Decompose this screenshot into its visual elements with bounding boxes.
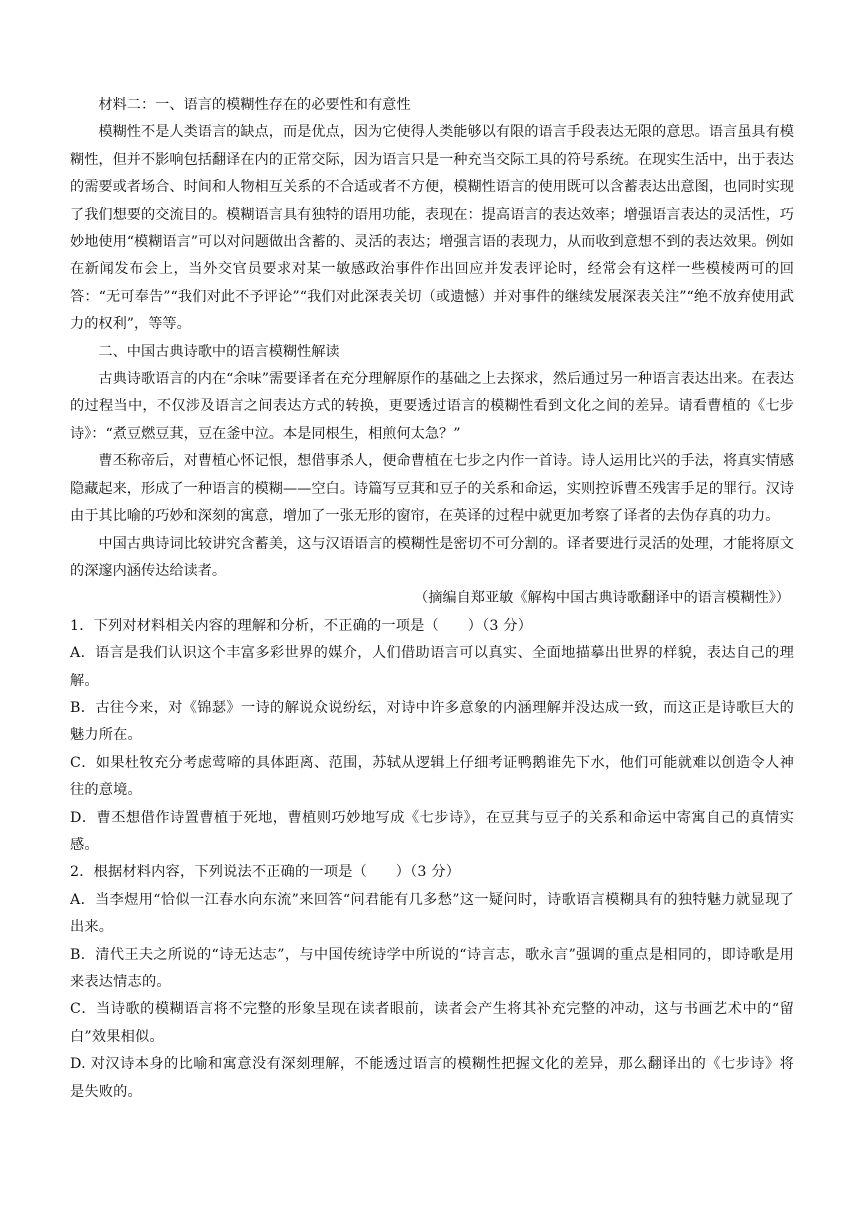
option-c: C．当诗歌的模糊语言将不完整的形象呈现在读者眼前，读者会产生将其补充完整的冲动，这与书画艺术中的“留白”效果相似。 <box>70 1001 794 1045</box>
option-a: A．当李煜用“恰似一江春水向东流”来回答“问君能有几多愁”这一疑问时，诗歌语言模糊具有的独特魅力就显现了出来。 <box>70 891 794 936</box>
option-b: B．清代王夫之所说的“诗无达志”，与中国传统诗学中所说的“诗言志，歌永言”强调的重点是相同的，即诗歌是用来表达情志的。 <box>70 946 794 990</box>
option-d: D. 对汉诗本身的比喻和寓意没有深刻理解，不能透过语言的模糊性把握文化的差异，那么翻译出的《七步诗》将是失败的。 <box>70 1056 794 1100</box>
material-2-heading: 材料二：一、语言的模糊性存在的必要性和有意性 <box>98 97 411 113</box>
option-d: D．曹丕想借作诗置曹植于死地，曹植则巧妙地写成《七步诗》，在豆萁与豆子的关系和命运中寄寓自己的真情实感。 <box>70 809 794 853</box>
material-2-section <box>70 92 794 613</box>
option-b: B．古往今来，对《锦瑟》一诗的解说众说纷纭，对诗中许多意象的内涵理解并没达成一致，而这正是诗歌巨大的魅力所在。 <box>70 699 794 744</box>
question-stem: 2．根据材料内容，下列说法不正确的一项是（ ）（3 分） <box>70 864 461 881</box>
question-2 <box>70 859 794 1106</box>
section-2-heading: 二、中国古典诗歌中的语言模糊性解读 <box>98 343 340 360</box>
document-page <box>70 92 794 1106</box>
material-2-paragraph: 模糊性不是人类语言的缺点，而是优点，因为它使得人类能够以有限的语言手段表达无限的意思。语言虽具有模糊性，但并不影响包括翻译在内的正常交际，因为语言只是一种充当交际工具的符号系统。在现实生活中，出于表达的需要或者场合、时间和人物相互关系的不合适或者不方便，模糊性语言的使用既可以含蓄表达出意图，也同时实现了我们想要的交流目的。模糊语言具有独特的语用功能，表现在：提高语言的表达效率；增强语言表达的灵活性，巧妙地使用“模糊语言”可以对问题做出含蓄的、灵活的表达；增强言语的表现力，从而收到意想不到的表达效果。例如在新闻发布会上，当外交官员要求对某一敏感政治事件作出回应并发表评论时，经常会有这样一些模棱两可的回答：“无可奉告”“我们对此不予评论”“我们对此深表关切（或遗憾）并对事件的继续发展深表关注”“绝不放弃使用武力的权利”，等等。 <box>70 124 794 333</box>
material-2-paragraph: 中国古典诗词比较讲究含蓄美，这与汉语语言的模糊性是密切不可分割的。译者要进行灵活的处理，才能将原文的深邃内涵传达给读者。 <box>70 535 794 579</box>
question-stem: 1．下列对材料相关内容的理解和分析，不正确的一项是（ ）（3 分） <box>70 617 533 634</box>
question-1 <box>70 613 794 860</box>
option-a: A．语言是我们认识这个丰富多彩世界的媒介，人们借助语言可以真实、全面地描摹出世界的样貌，表达自己的理解。 <box>70 645 794 689</box>
source-citation: （摘编自郑亚敏《解构中国古典诗歌翻译中的语言模糊性》） <box>414 590 790 607</box>
material-2-paragraph: 古典诗歌语言的内在“余味”需要译者在充分理解原作的基础之上去探求，然后通过另一种语言表达出来。在表达的过程当中，不仅涉及语言之间表达方式的转换，更要透过语言的模糊性看到文化之间的差异。请看曹植的《七步诗》：“煮豆燃豆萁，豆在釜中泣。本是同根生，相煎何太急？” <box>70 371 794 442</box>
option-c: C．如果杜牧充分考虑莺啼的具体距离、范围，苏轼从逻辑上仔细考证鸭鹅谁先下水，他们可能就难以创造令人神往的意境。 <box>70 754 794 799</box>
material-2-paragraph: 曹丕称帝后，对曹植心怀记恨，想借事杀人，便命曹植在七步之内作一首诗。诗人运用比兴的手法，将真实情感隐藏起来，形成了一种语言的模糊——空白。诗篇写豆萁和豆子的关系和命运，实则控诉曹丕残害手足的罪行。汉诗由于其比喻的巧妙和深刻的寓意，增加了一张无形的窗帘，在英译的过程中就更加考察了译者的去伪存真的功力。 <box>70 453 794 525</box>
